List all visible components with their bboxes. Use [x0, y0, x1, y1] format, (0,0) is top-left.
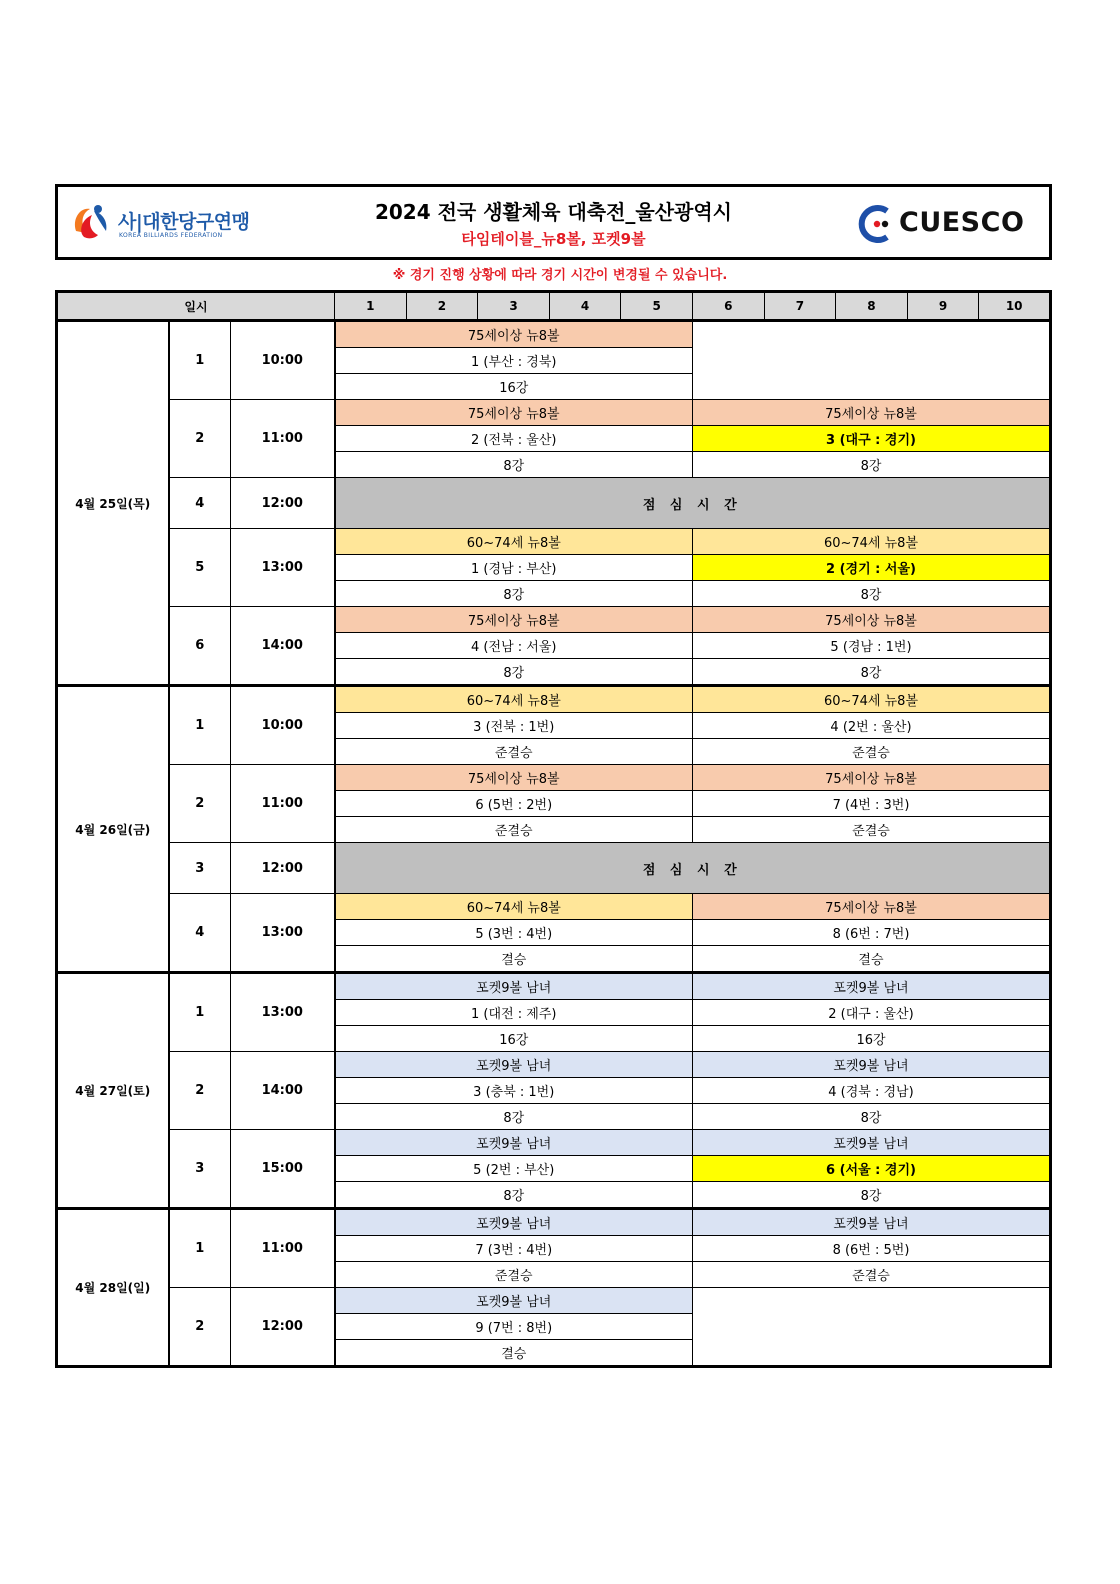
match-cell: 3 (전북 : 1번): [335, 713, 693, 739]
match-cell: 5 (3번 : 4번): [335, 920, 693, 946]
match-cell: 4 (경북 : 경남): [692, 1078, 1050, 1104]
time-cell: 11:00: [231, 1209, 335, 1288]
match-cell: 7 (4번 : 3번): [692, 791, 1050, 817]
event-name-cell: 60~74세 뉴8볼: [692, 529, 1050, 555]
round-cell: 1: [169, 686, 231, 765]
match-cell: 3 (대구 : 경기): [692, 426, 1050, 452]
match-cell: 4 (전남 : 서울): [335, 633, 693, 659]
time-cell: 14:00: [231, 607, 335, 686]
empty-slot-cell: [692, 321, 1050, 400]
kbf-logo-subtext: KOREA BILLIARDS FEDERATION: [119, 232, 223, 239]
cuesco-emblem-icon: [855, 203, 895, 245]
cuesco-logo-text: CUESCO: [899, 207, 1025, 238]
match-cell: 1 (부산 : 경북): [335, 348, 693, 374]
round-cell: 1: [169, 1209, 231, 1288]
match-cell: 4 (2번 : 울산): [692, 713, 1050, 739]
event-name-cell: 포켓9볼 남녀: [692, 1130, 1050, 1156]
stage-cell: 8강: [692, 1182, 1050, 1209]
time-cell: 13:00: [231, 894, 335, 973]
table-number-header: 8: [836, 292, 908, 321]
table-row: [57, 973, 1051, 1000]
time-cell: 12:00: [231, 1288, 335, 1367]
table-number-header: 10: [979, 292, 1051, 321]
event-name-cell: 60~74세 뉴8볼: [335, 894, 693, 920]
table-row: [57, 529, 1051, 555]
stage-cell: 준결승: [335, 1262, 693, 1288]
event-name-cell: 포켓9볼 남녀: [335, 1209, 693, 1236]
stage-cell: 8강: [335, 659, 693, 686]
event-name-cell: 포켓9볼 남녀: [692, 1052, 1050, 1078]
match-cell: 3 (충북 : 1번): [335, 1078, 693, 1104]
match-cell: 2 (대구 : 울산): [692, 1000, 1050, 1026]
table-row: [57, 843, 1051, 894]
match-cell: 2 (경기 : 서울): [692, 555, 1050, 581]
date-column-header: 일시: [57, 292, 335, 321]
event-name-cell: 포켓9볼 남녀: [335, 973, 693, 1000]
round-cell: 4: [169, 894, 231, 973]
stage-cell: 16강: [692, 1026, 1050, 1052]
round-cell: 2: [169, 400, 231, 478]
stage-cell: 결승: [335, 946, 693, 973]
table-row: [57, 1209, 1051, 1236]
event-name-cell: 75세이상 뉴8볼: [335, 607, 693, 633]
match-cell: 8 (6번 : 5번): [692, 1236, 1050, 1262]
match-cell: 1 (경남 : 부산): [335, 555, 693, 581]
schedule-body: [57, 321, 1051, 1367]
stage-cell: 8강: [335, 1182, 693, 1209]
stage-cell: 8강: [692, 452, 1050, 478]
stage-cell: 8강: [335, 581, 693, 607]
table-number-header: 2: [406, 292, 478, 321]
table-row: [57, 686, 1051, 713]
event-name-cell: 60~74세 뉴8볼: [335, 686, 693, 713]
match-cell: 5 (2번 : 부산): [335, 1156, 693, 1182]
table-row: [57, 765, 1051, 791]
round-cell: 3: [169, 843, 231, 894]
stage-cell: 준결승: [692, 739, 1050, 765]
event-name-cell: 포켓9볼 남녀: [335, 1052, 693, 1078]
schedule-table: [55, 290, 1052, 1368]
cuesco-logo: [855, 203, 1027, 245]
schedule-notice: ※ 경기 진행 상황에 따라 경기 시간이 변경될 수 있습니다.: [392, 268, 728, 283]
time-cell: 13:00: [231, 973, 335, 1052]
table-header-row: [57, 292, 1051, 321]
match-cell: 6 (서울 : 경기): [692, 1156, 1050, 1182]
table-row: [57, 607, 1051, 633]
match-cell: 1 (대전 : 제주): [335, 1000, 693, 1026]
round-cell: 2: [169, 1288, 231, 1367]
time-cell: 10:00: [231, 686, 335, 765]
round-cell: 6: [169, 607, 231, 686]
time-cell: 11:00: [231, 400, 335, 478]
table-row: [57, 1288, 1051, 1314]
table-row: [57, 321, 1051, 348]
stage-cell: 16강: [335, 1026, 693, 1052]
stage-cell: 16강: [335, 374, 693, 400]
match-cell: 5 (경남 : 1번): [692, 633, 1050, 659]
time-cell: 12:00: [231, 478, 335, 529]
table-number-header: 3: [478, 292, 550, 321]
stage-cell: 8강: [335, 452, 693, 478]
table-number-header: 5: [621, 292, 693, 321]
kbf-logo-text: 사|대한당구연맹: [118, 211, 250, 233]
time-cell: 13:00: [231, 529, 335, 607]
empty-slot-cell: [692, 1288, 1050, 1367]
event-name-cell: 포켓9볼 남녀: [335, 1288, 693, 1314]
table-row: [57, 1130, 1051, 1156]
lunch-break-cell: 점 심 시 간: [335, 843, 1051, 894]
round-cell: 2: [169, 765, 231, 843]
stage-cell: 준결승: [692, 817, 1050, 843]
time-cell: 15:00: [231, 1130, 335, 1209]
match-cell: 9 (7번 : 8번): [335, 1314, 693, 1340]
table-number-header: 9: [907, 292, 979, 321]
match-cell: 2 (전북 : 울산): [335, 426, 693, 452]
event-name-cell: 75세이상 뉴8볼: [692, 400, 1050, 426]
stage-cell: 8강: [692, 659, 1050, 686]
time-cell: 14:00: [231, 1052, 335, 1130]
stage-cell: 8강: [692, 581, 1050, 607]
page-subtitle: 타임테이블_뉴8볼, 포켓9볼: [461, 230, 646, 248]
date-cell: 4월 27일(토): [57, 973, 169, 1209]
stage-cell: 준결승: [335, 739, 693, 765]
event-name-cell: 포켓9볼 남녀: [692, 1209, 1050, 1236]
round-cell: 1: [169, 973, 231, 1052]
round-cell: 3: [169, 1130, 231, 1209]
stage-cell: 준결승: [335, 817, 693, 843]
event-name-cell: 75세이상 뉴8볼: [335, 765, 693, 791]
table-row: [57, 1052, 1051, 1078]
page-title: 2024 전국 생활체육 대축전_울산광역시: [374, 200, 733, 224]
table-row: [57, 478, 1051, 529]
stage-cell: 결승: [335, 1340, 693, 1367]
event-name-cell: 75세이상 뉴8볼: [692, 607, 1050, 633]
event-name-cell: 75세이상 뉴8볼: [692, 894, 1050, 920]
round-cell: 5: [169, 529, 231, 607]
stage-cell: 준결승: [692, 1262, 1050, 1288]
round-cell: 1: [169, 321, 231, 400]
table-number-header: 6: [692, 292, 764, 321]
table-row: [57, 894, 1051, 920]
table-number-header: 1: [335, 292, 407, 321]
event-name-cell: 75세이상 뉴8볼: [692, 765, 1050, 791]
table-number-header: 4: [549, 292, 621, 321]
event-name-cell: 75세이상 뉴8볼: [335, 400, 693, 426]
date-cell: 4월 26일(금): [57, 686, 169, 973]
header-box: [55, 184, 1052, 260]
round-cell: 2: [169, 1052, 231, 1130]
lunch-break-cell: 점 심 시 간: [335, 478, 1051, 529]
time-cell: 11:00: [231, 765, 335, 843]
time-cell: 12:00: [231, 843, 335, 894]
table-number-header: 7: [764, 292, 836, 321]
stage-cell: 결승: [692, 946, 1050, 973]
round-cell: 4: [169, 478, 231, 529]
event-name-cell: 60~74세 뉴8볼: [335, 529, 693, 555]
event-name-cell: 60~74세 뉴8볼: [692, 686, 1050, 713]
stage-cell: 8강: [692, 1104, 1050, 1130]
match-cell: 6 (5번 : 2번): [335, 791, 693, 817]
stage-cell: 8강: [335, 1104, 693, 1130]
match-cell: 8 (6번 : 7번): [692, 920, 1050, 946]
match-cell: 7 (3번 : 4번): [335, 1236, 693, 1262]
time-cell: 10:00: [231, 321, 335, 400]
event-name-cell: 75세이상 뉴8볼: [335, 321, 693, 348]
event-name-cell: 포켓9볼 남녀: [692, 973, 1050, 1000]
table-row: [57, 400, 1051, 426]
date-cell: 4월 28일(일): [57, 1209, 169, 1367]
event-name-cell: 포켓9볼 남녀: [335, 1130, 693, 1156]
date-cell: 4월 25일(목): [57, 321, 169, 686]
